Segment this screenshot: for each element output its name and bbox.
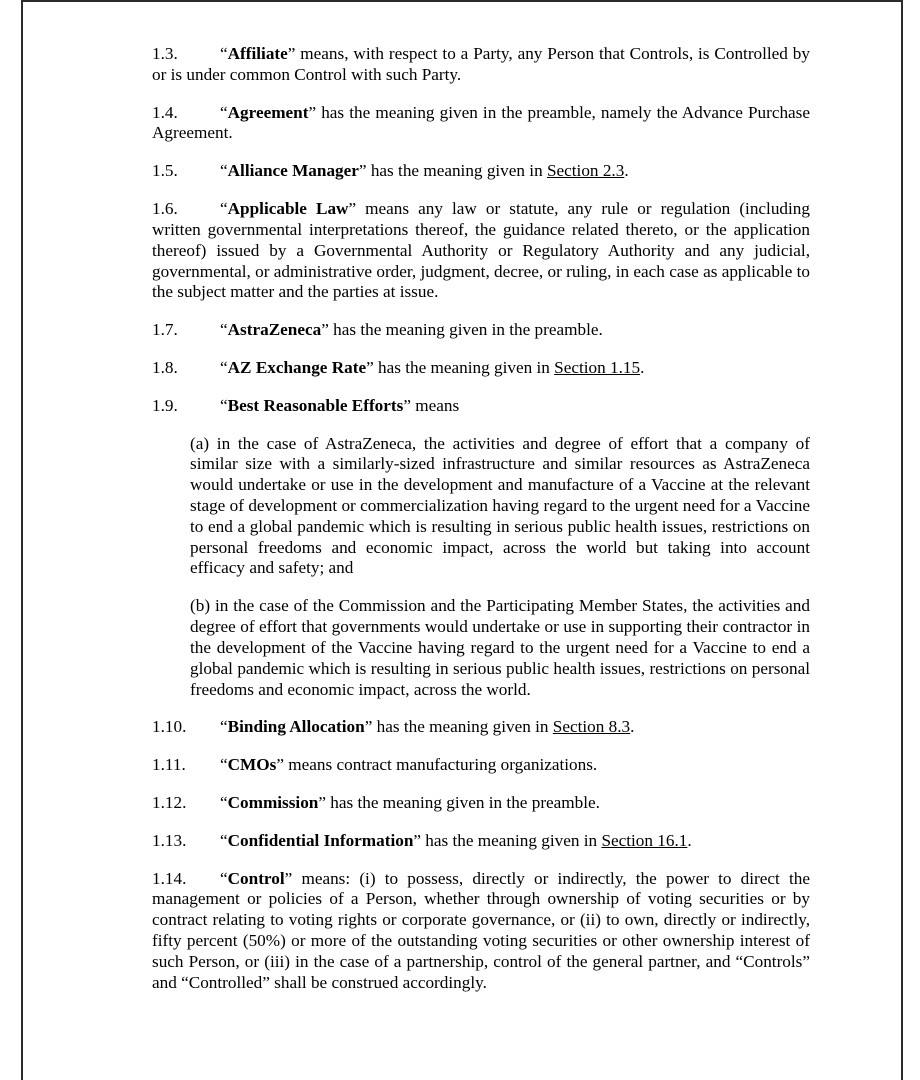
text-run: “	[220, 395, 228, 415]
clause-paragraph	[152, 869, 810, 994]
text-run: “	[220, 102, 228, 122]
clause-paragraph	[152, 717, 810, 738]
defined-term: Applicable Law	[227, 199, 349, 219]
clause-text	[152, 358, 810, 379]
clause-number: 1.8.	[152, 357, 178, 377]
section-cross-reference[interactable]: Section 16.1	[601, 830, 688, 850]
page-border-left	[21, 0, 23, 1080]
text-run: “	[220, 868, 228, 888]
subclause-paragraph: (b) in the case of the Commission and the Participating Member States, the activities and degree of effort that governments would undertake or use in supporting their contractor in the development of the Vaccine having regard to the urgent need for a Vaccine to end a global pandemic which is resulting in serious public health issues, restrictions on personal freedoms and economic impact, across the world.	[190, 596, 810, 699]
clause-paragraph	[152, 161, 810, 182]
text-run: ” has the meaning given in	[364, 717, 553, 737]
text-run: ” has the meaning given in	[413, 830, 602, 850]
text-run: ” has the meaning given in	[358, 161, 547, 181]
defined-term: Commission	[227, 792, 319, 812]
text-run: “	[220, 161, 228, 181]
text-run: ” means	[403, 395, 460, 415]
clause-text	[152, 755, 810, 776]
text-run: “	[220, 755, 228, 775]
text-run: “	[220, 357, 228, 377]
text-run: ” has the meaning given in the preamble, namely the Advance Purchase Agreement.	[152, 102, 810, 143]
clause-paragraph	[152, 199, 810, 303]
defined-term: Binding Allocation	[227, 717, 365, 737]
clause-text	[152, 199, 810, 303]
page-border-right	[901, 0, 903, 1080]
text-run: ” has the meaning given in	[366, 357, 555, 377]
text-run: “	[220, 717, 228, 737]
defined-term: AZ Exchange Rate	[227, 357, 367, 377]
subclause-paragraph: (a) in the case of AstraZeneca, the activities and degree of effort that a company of similar size with a similarly-sized infrastructure and similar resources as AstraZeneca would undertake or use in the development and manufacture of a Vaccine at the relevant stage of development or commercialization having regard to the urgent need for a Vaccine to end a global pandemic which is resulting in serious public health issues, restrictions on personal freedoms and economic impact, across the world but taking into account efficacy and safety; and	[190, 433, 810, 578]
text-run: ” means contract manufacturing organizations.	[276, 755, 598, 775]
section-cross-reference[interactable]: Section 1.15	[554, 357, 641, 377]
clause-number: 1.5.	[152, 161, 178, 181]
clause-paragraph	[152, 103, 810, 145]
text-run: .	[640, 357, 645, 377]
clause-number: 1.10.	[152, 717, 187, 737]
clause-number: 1.12.	[152, 792, 187, 812]
section-cross-reference[interactable]: Section 8.3	[552, 717, 631, 737]
clause-text	[152, 320, 810, 341]
clause-paragraph	[152, 358, 810, 379]
text-run: “	[220, 320, 228, 340]
section-cross-reference[interactable]: Section 2.3	[546, 161, 625, 181]
text-run: ” means any law or statute, any rule or regulation (including written governmental interpretations thereof, the guidance related thereto, or the application thereof) issued by a Governmental Authority or Regulatory Authority and any judicial, governmental, or administrative order, judgment, decree, or ruling, in each case as applicable to the subject matter and the parties at issue.	[152, 199, 810, 302]
clause-paragraph	[152, 320, 810, 341]
clause-text	[152, 396, 810, 417]
clause-paragraph	[152, 755, 810, 776]
clause-number: 1.3.	[152, 44, 178, 63]
text-run: .	[687, 830, 692, 850]
clause-paragraph	[152, 793, 810, 814]
defined-term: Best Reasonable Efforts	[227, 395, 404, 415]
clause-number: 1.14.	[152, 868, 187, 888]
defined-term: Affiliate	[227, 44, 288, 63]
text-run: .	[624, 161, 629, 181]
clause-text	[152, 161, 810, 182]
text-run: .	[630, 717, 635, 737]
text-run: ” means, with respect to a Party, any Person that Controls, is Controlled by or is under common Control with such Party.	[152, 44, 810, 84]
clause-text	[152, 869, 810, 994]
scan-artifact-text	[560, 0, 780, 10]
text-run: “	[220, 199, 228, 219]
text-run: “	[220, 44, 228, 63]
clause-number: 1.13.	[152, 830, 187, 850]
text-run: “	[220, 792, 228, 812]
defined-term: Confidential Information	[227, 830, 414, 850]
text-run: ” has the meaning given in the preamble.	[321, 320, 603, 340]
defined-term: Alliance Manager	[227, 161, 359, 181]
defined-term: Agreement	[227, 102, 309, 122]
clause-text	[152, 793, 810, 814]
clause-text	[152, 103, 810, 145]
clause-text	[152, 831, 810, 852]
clause-paragraph	[152, 831, 810, 852]
document-body	[152, 44, 810, 993]
clause-number: 1.4.	[152, 102, 178, 122]
clause-number: 1.6.	[152, 199, 178, 219]
clause-text	[152, 717, 810, 738]
text-run: “	[220, 830, 228, 850]
clause-paragraph	[152, 396, 810, 417]
clause-number: 1.9.	[152, 395, 178, 415]
text-run: ” has the meaning given in the preamble.	[318, 792, 600, 812]
clause-text	[152, 44, 810, 86]
defined-term: Control	[227, 868, 285, 888]
clause-number: 1.7.	[152, 320, 178, 340]
defined-term: CMOs	[227, 755, 277, 775]
text-run: ” means: (i) to possess, directly or indirectly, the power to direct the management or policies of a Person, whether through ownership of voting securities or by contract relating to voting rights or corporate governance, or (ii) to own, directly or indirectly, fifty percent (50%) or more of the outstanding voting securities or other ownership interest of such Person, or (iii) in the case of a partnership, control of the general partner, and “Controls” and “Controlled” shall be construed accordingly.	[152, 868, 810, 992]
clause-paragraph	[152, 44, 810, 86]
clause-number: 1.11.	[152, 755, 186, 775]
defined-term: AstraZeneca	[227, 320, 322, 340]
